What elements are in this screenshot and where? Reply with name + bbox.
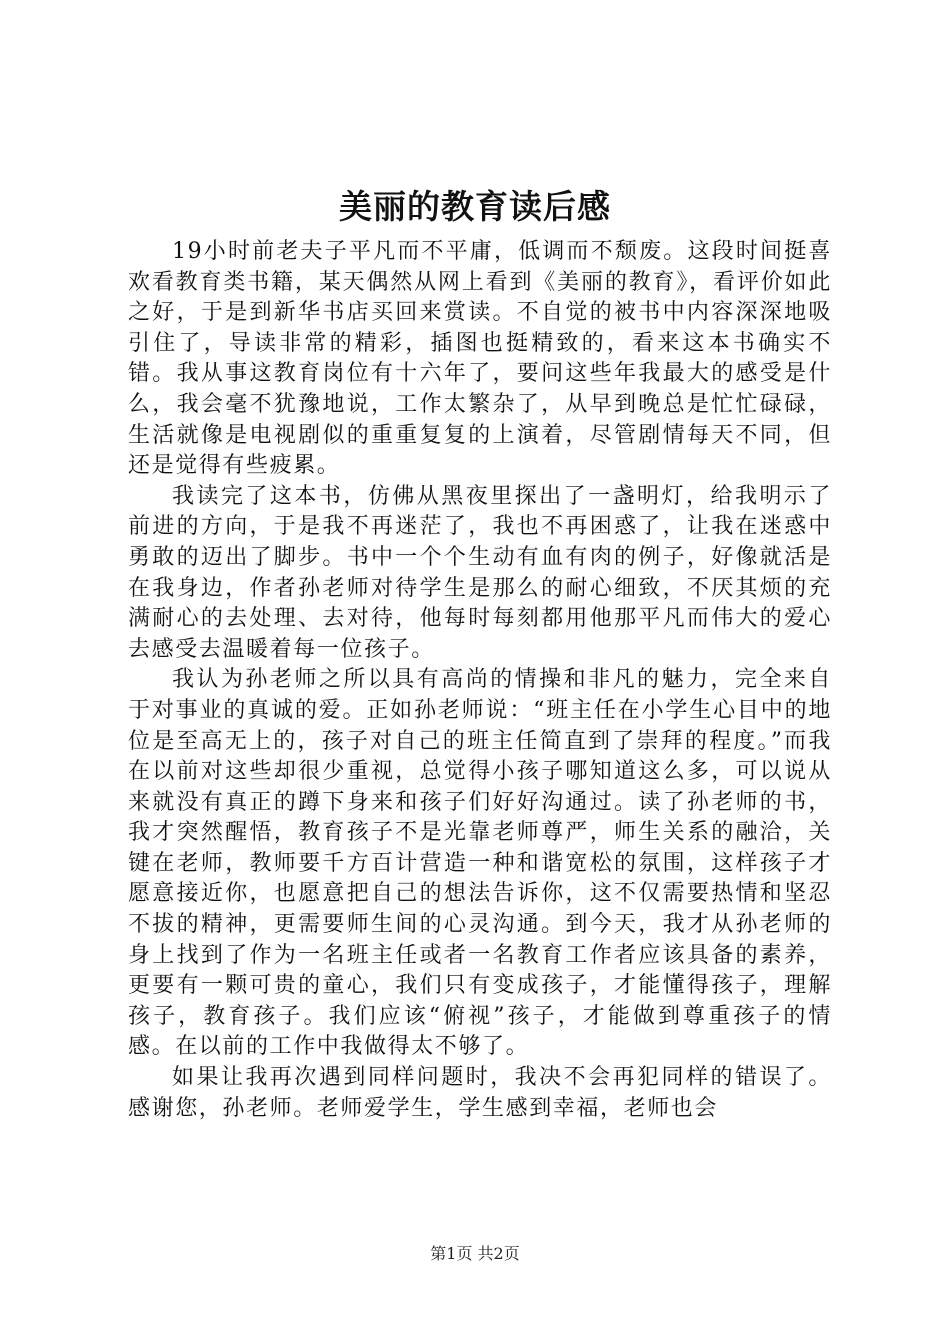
paragraph: 我读完了这本书，仿佛从黑夜里探出了一盏明灯，给我明示了前进的方向，于是我不再迷茫了，我也不再困惑了，让我在迷惑中勇敢的迈出了脚步。书中一个个生动有血有肉的例子，好像就活是在我身边，作者孙老师对待学生是那么的耐心细致，不厌其烦的充满耐心的去处理、去对待，他每时每刻都用他那平凡而伟大的爱心去感受去温暖着每一位孩子。 [128,483,832,662]
paragraph: 如果让我再次遇到同样问题时，我决不会再犯同样的错误了。感谢您，孙老师。老师爱学生，学生感到幸福，老师也会 [128,1065,832,1121]
document-body [128,237,832,1124]
document-title: 美丽的教育读后感 [339,187,611,226]
paragraph: 我认为孙老师之所以具有高尚的情操和非凡的魅力，完全来自于对事业的真诚的爱。正如孙老师说：“班主任在小学生心目中的地位是至高无上的，孩子对自己的班主任简直到了崇拜的程度。”而我在以前对这些却很少重视，总觉得小孩子哪知道这么多，可以说从来就没有真正的蹲下身来和孩子们好好沟通过。读了孙老师的书，我才突然醒悟，教育孩子不是光靠老师尊严，师生关系的融洽，关键在老师，教师要千方百计营造一种和谐宽松的氛围，这样孩子才愿意接近你，也愿意把自己的想法告诉你，这不仅需要热情和坚忍不拔的精神，更需要师生间的心灵沟通。到今天，我才从孙老师的身上找到了作为一名班主任或者一名教育工作者应该具备的素养，更要有一颗可贵的童心，我们只有变成孩子，才能懂得孩子，理解孩子，教育孩子。我们应该“俯视”孩子，才能做到尊重孩子的情感。在以前的工作中我做得太不够了。 [128,667,832,1060]
page-number-footer: 第1页 共2页 [430,1244,520,1263]
paragraph: 19小时前老夫子平凡而不平庸，低调而不颓废。这段时间挺喜欢看教育类书籍，某天偶然从网上看到《美丽的教育》，看评价如此之好，于是到新华书店买回来赏读。不自觉的被书中内容深深地吸引住了，导读非常的精彩，插图也挺精致的，看来这本书确实不错。我从事这教育岗位有十六年了，要问这些年我最大的感受是什么，我会毫不犹豫地说，工作太繁杂了，从早到晚总是忙忙碌碌，生活就像是电视剧似的重重复复的上演着，尽管剧情每天不同，但还是觉得有些疲累。 [128,239,832,479]
